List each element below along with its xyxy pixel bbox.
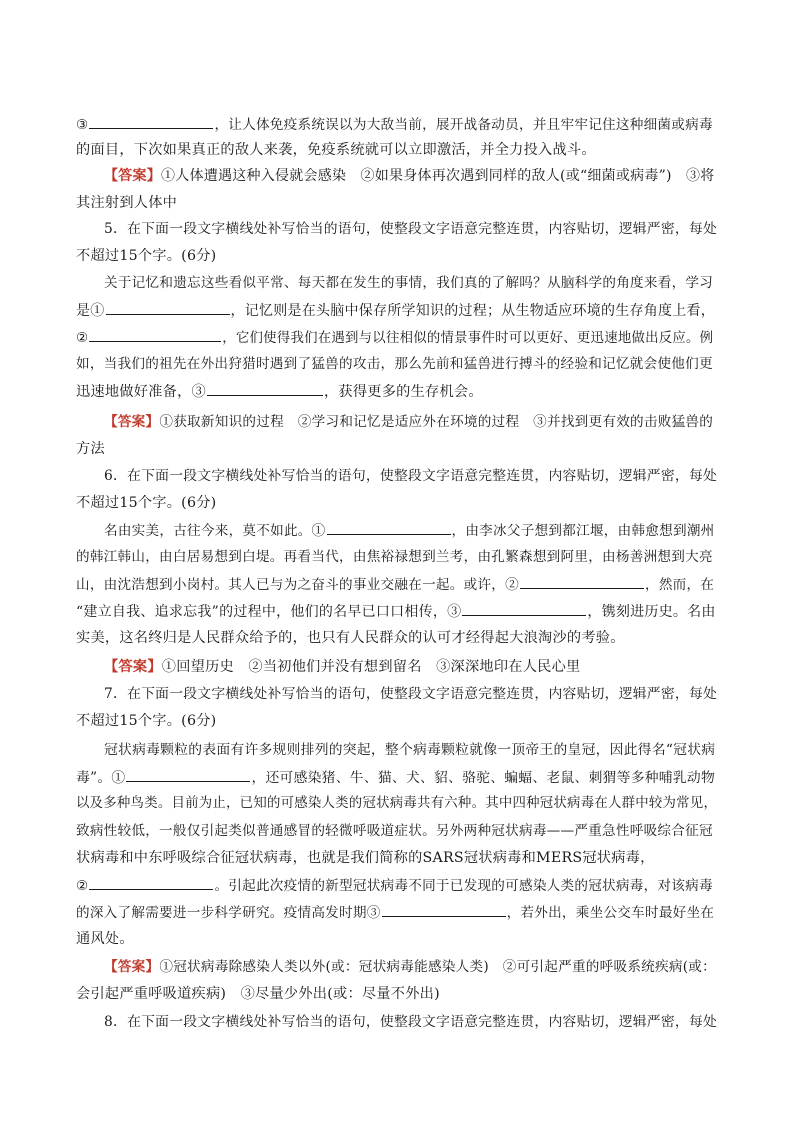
question-title: 不超过15个字。(6分)	[76, 248, 217, 264]
paragraph-line: 冠状病毒颗粒的表面有许多规则排列的突起，整个病毒颗粒就像一顶帝王的皇冠，因此得名“冠状病	[104, 742, 716, 758]
answer-line: 【答案】①冠状病毒除感染人类以外(或：冠状病毒能感染人类) ②可引起严重的呼吸系统疾病(或：	[104, 959, 716, 975]
blank-line	[106, 301, 230, 315]
paragraph-line: 以及多种鸟类。目前为止，已知的可感染人类的冠状病毒共有六种。其中四种冠状病毒在人群中较为常见，	[76, 796, 718, 811]
answer-tag: 【答案】	[104, 168, 161, 184]
paragraph-line: 致病性较低，一般仅引起类似普通感冒的轻微呼吸道症状。另外两种冠状病毒——严重急性呼吸综合征冠	[76, 823, 713, 839]
paragraph-line: 的深入了解需要进一步科学研究。疫情高发时期③ ，若外出，乘坐公交车时最好坐在	[76, 905, 715, 921]
question-title: 不超过15个字。(6分)	[76, 713, 217, 729]
paragraph-line: 名由实美，古往今来，莫不如此。① ，由李冰父子想到都江堰，由韩愈想到潮州	[104, 523, 715, 539]
question-title: 5．在下面一段文字横线处补写恰当的语句，使整段文字语意完整连贯，内容贴切，逻辑严密，每处	[104, 221, 718, 237]
paragraph-line: 如，当我们的祖先在外出狩猎时遇到了猛兽的攻击，那么先前和猛兽进行搏斗的经验和记忆就会使他们更	[76, 356, 713, 372]
blank-line	[207, 382, 323, 396]
question-title: 7．在下面一段文字横线处补写恰当的语句，使整段文字语意完整连贯，内容贴切，逻辑严密，每处	[104, 686, 718, 702]
blank-line	[126, 768, 250, 782]
paragraph-line: 状病毒和中东呼吸综合征冠状病毒，也就是我们简称的SARS冠状病毒和MERS冠状病毒，	[76, 850, 655, 866]
paragraph-line: 实美，这名终归是人民群众给予的，也只有人民群众的认可才经得起大浪淘沙的考验。	[76, 630, 625, 646]
answer-line: 会引起严重呼吸道疾病) ③尽量少外出(或：尽量不外出)	[76, 986, 440, 1002]
paragraph-line: 是① ，记忆则是在头脑中保存所学知识的过程；从生物适应环境的生存角度上看，	[76, 303, 715, 319]
answer-line: 其注射到人体中	[76, 195, 178, 211]
blank-line	[327, 521, 451, 535]
blank-line	[382, 903, 506, 917]
answer-line: 【答案】①回望历史 ②当初他们并没有想到留名 ③深深地印在人民心里	[104, 659, 581, 675]
paragraph-line: 的面目，下次如果真正的敌人来袭，免疫系统就可以立即激活，并全力投入战斗。	[76, 142, 596, 158]
answer-line: 方法	[76, 441, 105, 457]
paragraph-line: ③ ，让人体免疫系统误以为大敌当前，展开战备动员，并且牢牢记住这种细菌或病毒	[76, 117, 713, 133]
paragraph-line: 迅速地做好准备，③ ，获得更多的生存机会。	[76, 384, 483, 400]
answer-line: 【答案】①人体遭遇这种入侵就会感染 ②如果身体再次遇到同样的敌人(或“细菌或病毒”) ③将	[104, 168, 715, 184]
question-title: 不超过15个字。(6分)	[76, 495, 217, 511]
blank-line	[89, 876, 213, 890]
paragraph-line: 的韩江韩山，由白居易想到白堤。再看当代，由焦裕禄想到兰考，由孔繁森想到阿里，由杨善洲想到大亮	[76, 549, 713, 565]
paragraph-line: 山，由沈浩想到小岗村。其人已与为之奋斗的事业交融在一起。或许，② ，然而，在	[76, 577, 715, 593]
paragraph-line: 通风处。	[76, 931, 134, 947]
question-title: 6．在下面一段文字横线处补写恰当的语句，使整段文字语意完整连贯，内容贴切，逻辑严密，每处	[104, 468, 718, 484]
blank-line	[462, 602, 586, 616]
paragraph-line: ② 。引起此次疫情的新型冠状病毒不同于已发现的可感染人类的冠状病毒，对该病毒	[76, 878, 713, 894]
blank-line	[89, 328, 221, 342]
paragraph-line: 关于记忆和遗忘这些看似平常、每天都在发生的事情，我们真的了解吗？从脑科学的角度来看，学习	[104, 275, 714, 291]
answer-tag: 【答案】	[104, 414, 160, 430]
blank-line	[520, 575, 644, 589]
answer-line: 【答案】①获取新知识的过程 ②学习和记忆是适应外在环境的过程 ③并找到更有效的击败猛兽的	[104, 414, 714, 430]
question-title: 8．在下面一段文字横线处补写恰当的语句，使整段文字语意完整连贯，内容贴切，逻辑严密，每处	[104, 1014, 718, 1030]
answer-tag: 【答案】	[104, 959, 160, 975]
blank-line	[89, 115, 213, 129]
paragraph-line: “建立自我、追求忘我”的过程中，他们的名早已口口相传，③ ，镌刻进历史。名由	[76, 604, 716, 620]
answer-tag: 【答案】	[104, 659, 162, 675]
paragraph-line: ② ，它们使得我们在遇到与以往相似的情景事件时可以更好、更迅速地做出反应。例	[76, 328, 713, 348]
paragraph-line: 毒”。① ，还可感染猪、牛、猫、犬、貂、骆驼、蝙蝠、老鼠、刺猬等多种哺乳动物	[76, 770, 715, 786]
